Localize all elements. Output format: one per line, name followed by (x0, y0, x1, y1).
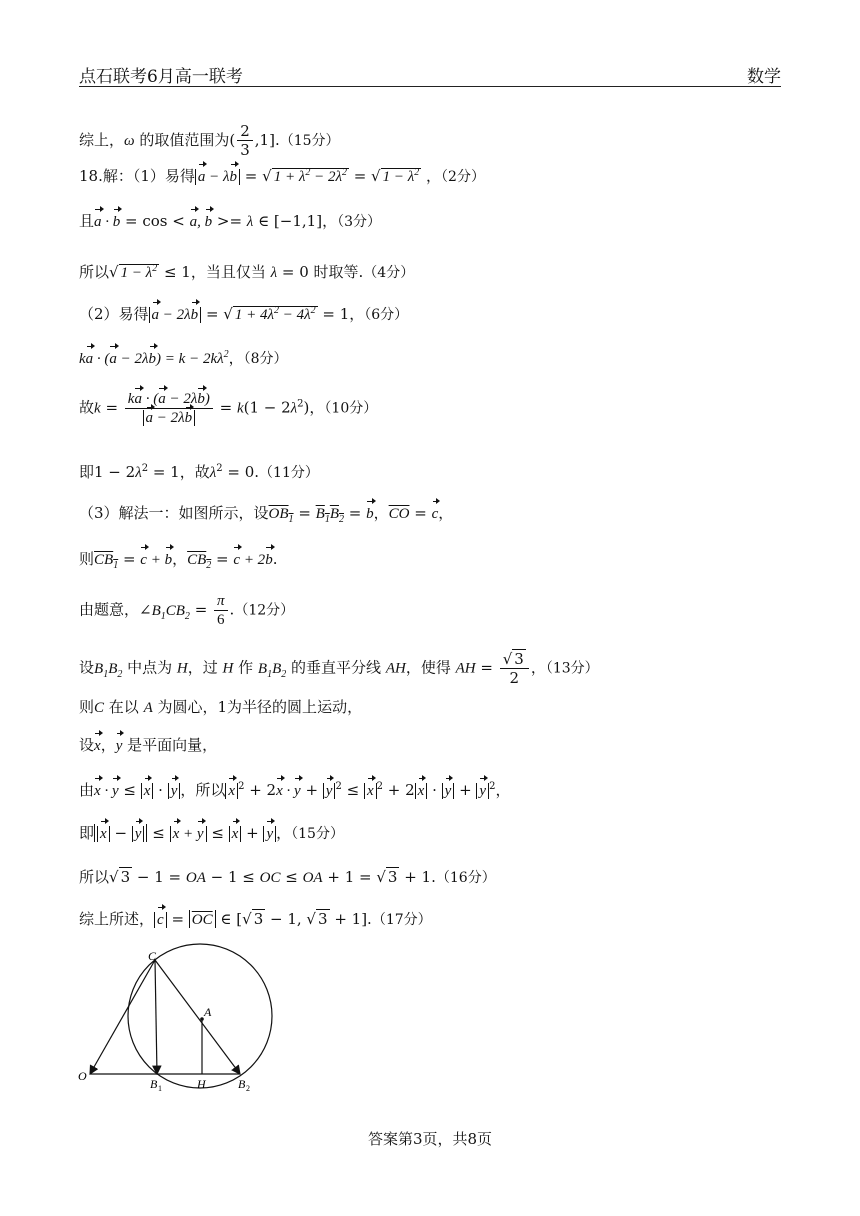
vector-cb2 (155, 960, 240, 1074)
page-header (79, 60, 781, 87)
line-7: 故k = $\frac{ka \cdot (a - 2\lambda b)}{a - 2\lambda b}$ = $k(1 - 2\lambda^2)$，（10分） (79, 391, 378, 426)
label-a: A (204, 1005, 212, 1019)
line-6: ka · $(a - 2\lambda b) = k - 2k\lambda^2$，（8分） (79, 344, 288, 370)
vector-co (90, 960, 155, 1074)
vector-cb1 (155, 960, 157, 1074)
label-b2-sub: 2 (246, 1084, 250, 1093)
label-b1: B (150, 1077, 158, 1091)
label-b1-sub: 1 (158, 1084, 162, 1093)
line-18: 综上所述， $c = \overline{OC}$ ∈ [√ 3 − 1, √ 3 + 1].（17分） (79, 908, 432, 931)
line-5: （2）易得 a − 2λb = √ $1 + 4\lambda^2 - 4\lambda^2 = 1$，（6分） (79, 300, 408, 326)
label-b2: B (238, 1077, 246, 1091)
line-11: 由题意，$\angle B_1CB_2$ = $\frac{\pi}{6}$ .（12分） (79, 593, 295, 628)
line-1-text: 综上，ω 的取值范围为( $\frac{2}{3}$ ,1].（15分） (79, 122, 340, 159)
line-3: 且a · b = cos < a, b >= λ ∈ [−1,1]，（3分） (79, 210, 381, 233)
line-1 (79, 122, 340, 159)
line-4: 所以√ $1 - \lambda^2 \le 1$，当且仅当 λ = 0 时取等.（4分） (79, 263, 415, 281)
line-9: （3）解法一：如图所示，设$OB_1 = B_1B_2 = b$，$\overline{CO} = c$， (79, 504, 454, 525)
label-h: H (197, 1077, 206, 1091)
circle-center-a (128, 944, 272, 1088)
line-2: 18.解：（1）易得 a − λb = √ $1 + \lambda^2 - 2\lambda^2$ = √ $1 - \lambda^2$ ，（2分） (79, 162, 485, 188)
geometry-figure (70, 940, 290, 1100)
line-17: 所以√ 3 − 1 = OA − 1 ≤ OC ≤ OA + 1 = √ 3 + 1.（16分） (79, 868, 496, 886)
line-14: 设x，y 是平面向量， (79, 734, 217, 757)
line-15: 由x · y ≤ x · y ，所以 x $^2$ + 2x · y + y $^2$ ≤ x $^2$ + 2 x · y + y $^2$， (79, 776, 510, 802)
line-13: 则C 在以 A 为圆心，1为半径的圆上运动， (79, 698, 363, 716)
line-8: 即$1 - 2\lambda^2 = 1$，故$\lambda^2 = 0.(11$分） (79, 463, 319, 481)
header-subject: 数学 (747, 67, 781, 87)
line-12: 设$B_1B_2$ 中点为 H，过 H 作 $B_1B_2$ 的垂直平分线 AH，使得 AH = $\frac{√ 3}{2}$ ，（13分） (79, 650, 599, 687)
label-o: O (78, 1069, 87, 1083)
label-c: C (148, 949, 157, 963)
line-16: 即 x − y ≤ x + y ≤ x + y ，（15分） (79, 822, 344, 845)
page-footer: 答案第3页，共8页 (367, 1130, 493, 1148)
header-exam-title: 点石联考6月高一联考 (79, 67, 243, 87)
line-10: 则$CB_1 = c + b$，$CB_2 = c + 2b$. (79, 550, 278, 571)
